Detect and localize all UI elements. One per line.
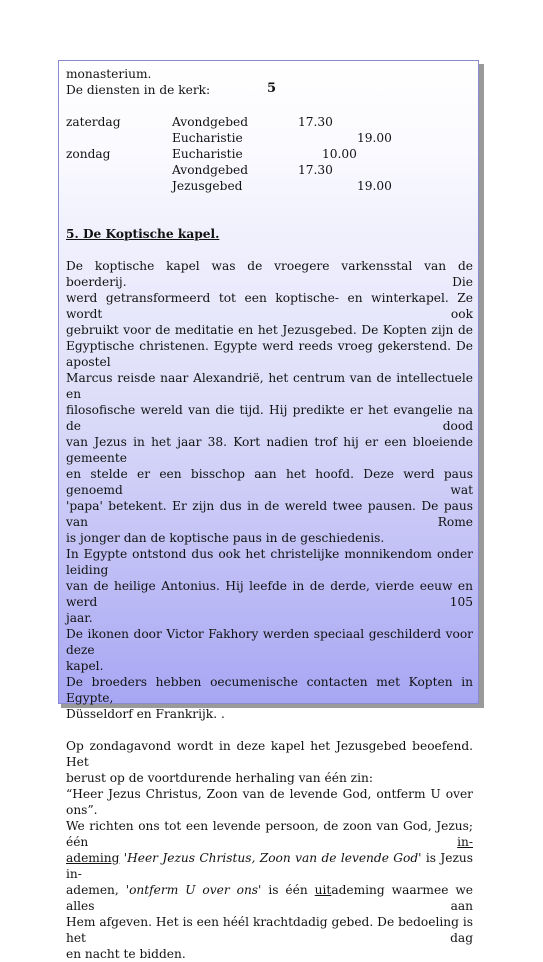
text-line: kapel. xyxy=(66,659,104,673)
document-content xyxy=(66,66,473,962)
paragraph-monnikendom xyxy=(66,546,473,626)
text-line: “Heer Jezus Christus, Zoon van de levende God, ontferm U over ons”. xyxy=(66,787,473,817)
text-line: 'papa' betekent. Er zijn dus in de wereld twee pausen. De paus van Rome xyxy=(66,499,473,529)
schedule-service: Jezusgebed xyxy=(172,179,243,193)
schedule-row xyxy=(66,146,473,162)
schedule-time: 10.00 xyxy=(322,147,357,161)
schedule-row xyxy=(66,162,473,178)
text-line: is jonger dan de koptische paus in de geschiedenis. xyxy=(66,531,385,545)
text-line: De koptische kapel was de vroegere varkensstal van de boerderij. Die xyxy=(66,259,473,289)
text-line: Düsseldorf en Frankrijk. . xyxy=(66,707,225,721)
schedule-time: 17.30 xyxy=(298,163,333,177)
schedule-row xyxy=(66,178,473,194)
page-number: 5 xyxy=(267,81,277,96)
text-line: Egyptische christenen. Egypte werd reeds vroeg gekerstend. De apostel xyxy=(66,339,473,369)
text-line: ademen, 'ontferm U over ons' is één uitademing waarmee we alles aan xyxy=(66,883,473,913)
schedule-row xyxy=(66,130,473,146)
text-line: gebruikt voor de meditatie en het Jezusgebed. De Kopten zijn de xyxy=(66,323,473,337)
text-line: en stelde er een bisschop aan het hoofd. Deze werd paus genoemd wat xyxy=(66,467,473,497)
text-line: Op zondagavond wordt in deze kapel het Jezusgebed beoefend. Het xyxy=(66,739,473,769)
text-line: Hem afgeven. Het is een héél krachtdadig gebed. De bedoeling is het dag xyxy=(66,915,473,945)
schedule-time: 17.30 xyxy=(298,115,333,129)
paragraph-jezusgebed xyxy=(66,738,473,962)
text-line: ademing 'Heer Jezus Christus, Zoon van de levende God' is Jezus in- xyxy=(66,851,474,881)
service-schedule xyxy=(66,114,473,194)
section-title: 5. De Koptische kapel. xyxy=(66,227,220,241)
text-line: De broeders hebben oecumenische contacten met Kopten in Egypte, xyxy=(66,675,473,705)
document-page xyxy=(58,60,479,961)
schedule-service: Eucharistie xyxy=(172,147,243,161)
text-line: We richten ons tot een levende persoon, de zoon van God, Jezus; één in- xyxy=(66,819,473,849)
text-line: van de heilige Antonius. Hij leefde in de derde, vierde eeuw en werd 105 xyxy=(66,579,473,609)
text-line: filosofische wereld van die tijd. Hij predikte er het evangelie na de dood xyxy=(66,403,473,433)
schedule-service: Avondgebed xyxy=(172,163,249,177)
top-line: monasterium. xyxy=(66,67,152,81)
paragraph-oecumene xyxy=(66,674,473,722)
text-line: en nacht te bidden. xyxy=(66,947,186,961)
schedule-time: 19.00 xyxy=(357,179,392,193)
schedule-day: zondag xyxy=(66,147,111,161)
text-line: van Jezus in het jaar 38. Kort nadien trof hij er een bloeiende gemeente xyxy=(66,435,473,465)
schedule-service: Eucharistie xyxy=(172,131,243,145)
paragraph-koptische-kapel xyxy=(66,258,473,546)
text-line: jaar. xyxy=(66,611,93,625)
text-line: berust op de voortdurende herhaling van één zin: xyxy=(66,771,373,785)
text-line: werd getransformeerd tot een koptische- en winterkapel. Ze wordt ook xyxy=(66,291,473,321)
text-line: Marcus reisde naar Alexandrië, het centrum van de intellectuele en xyxy=(66,371,473,401)
text-line: De ikonen door Victor Fakhory werden speciaal geschilderd voor deze xyxy=(66,627,473,657)
text-line: In Egypte ontstond dus ook het christelijke monnikendom onder leiding xyxy=(66,547,473,577)
schedule-day: zaterdag xyxy=(66,115,121,129)
schedule-row xyxy=(66,114,473,130)
schedule-time: 19.00 xyxy=(357,131,392,145)
schedule-service: Avondgebed xyxy=(172,115,249,129)
paragraph-ikonen xyxy=(66,626,473,674)
services-title: De diensten in de kerk: xyxy=(66,83,211,97)
